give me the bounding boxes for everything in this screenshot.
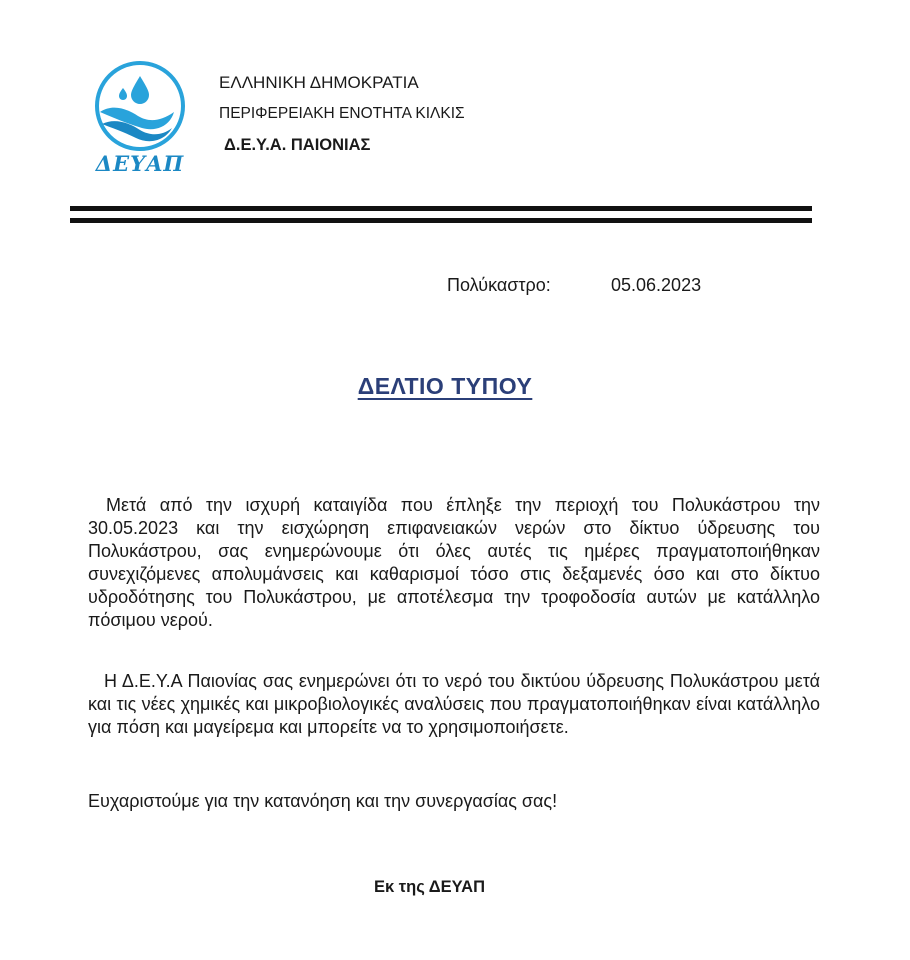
paragraph-text: Η Δ.Ε.Υ.Α Παιονίας σας ενημερώνει ότι το νερό του δικτύου ύδρευσης Πολυκάστρου μετά και τις νέες χημικές και μικροβιολογικές αναλύσεις που πραγματοποιήθηκαν είναι κατάλληλο για πόση και μαγείρεμα και μπορείτε να το χρησιμοποιήσετε.: [88, 671, 820, 737]
country-heading: ΕΛΛΗΝΙΚΗ ΔΗΜΟΚΡΑΤΙΑ: [219, 73, 419, 92]
header-divider-top: [70, 206, 812, 211]
place-label: Πολύκαστρο:: [447, 275, 551, 295]
paragraph-text: Ευχαριστούμε για την κατανόηση και την συνεργασίας σας!: [88, 791, 558, 811]
region-heading: ΠΕΡΙΦΕΡΕΙΑΚΗ ΕΝΟΤΗΤΑ ΚΙΛΚΙΣ: [219, 105, 465, 122]
body-paragraph-1: [88, 494, 820, 632]
signature: Εκ της ΔΕΥΑΠ: [374, 878, 485, 896]
paragraph-text: Μετά από την ισχυρή καταιγίδα που έπληξε την περιοχή του Πολυκάστρου την 30.05.2023 και την εισχώρηση επιφανειακών νερών στο δίκτυο ύδρευσης του Πολυκάστρου, σας ενημερώνουμε ότι όλες αυτές τις ημέρες πραγματοποιήθηκαν συνεχιζόμενες απολυμάνσεις και καθαρισμοί τόσο στις δεξαμενές όσο και στο δίκτυο υδροδότησης του Πολυκάστρου, με αποτέλεσμα την τροφοδοσία αυτών με κατάλληλο πόσιμου νερού.: [88, 495, 820, 630]
place-date: [447, 275, 702, 296]
water-drop-hand-icon: [90, 60, 190, 152]
page-title: ΔΕΛΤΙΟ ΤΥΠΟΥ: [357, 373, 533, 399]
logo-text: ΔΕΥΑΠ: [95, 151, 185, 176]
header-divider-bottom: [70, 218, 812, 223]
organization-heading: Δ.Ε.Υ.Α. ΠΑΙΟΝΙΑΣ: [224, 136, 371, 154]
document-date: 05.06.2023: [611, 275, 702, 295]
organization-logo: [90, 60, 190, 178]
body-paragraph-2: [88, 670, 820, 739]
body-paragraph-3: [88, 790, 820, 813]
